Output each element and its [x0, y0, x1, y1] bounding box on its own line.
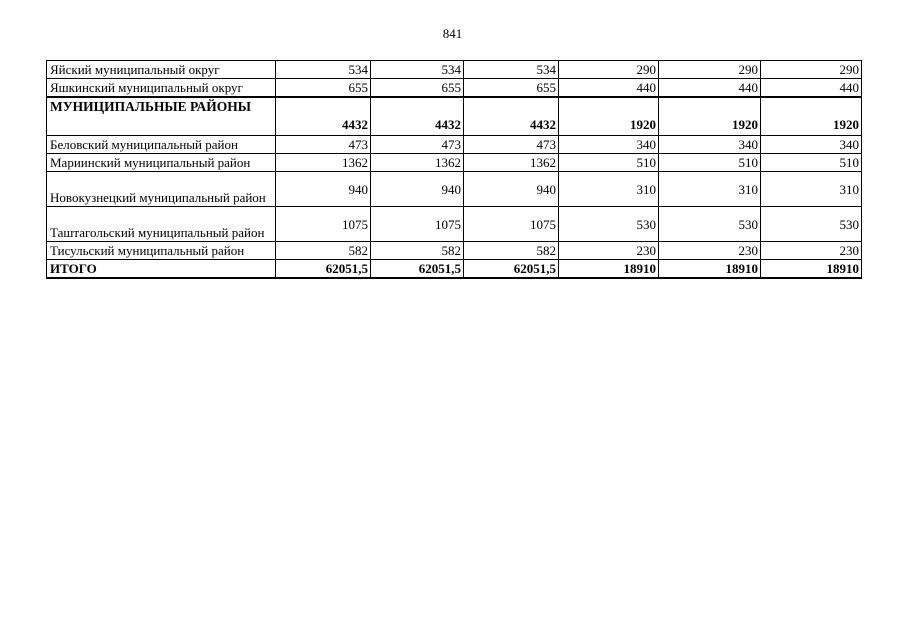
row-value: 1920	[659, 97, 761, 136]
section-heading: МУНИЦИПАЛЬНЫЕ РАЙОНЫ	[47, 97, 276, 136]
row-value: 310	[559, 172, 659, 207]
row-value: 310	[659, 172, 761, 207]
row-value: 940	[464, 172, 559, 207]
row-value: 655	[276, 79, 371, 98]
row-value: 473	[371, 136, 464, 154]
table-row	[47, 61, 862, 79]
row-value: 1075	[371, 207, 464, 242]
row-value: 582	[371, 242, 464, 260]
table-row	[47, 172, 862, 207]
row-name: Тисульский муниципальный район	[47, 242, 276, 260]
total-value: 62051,5	[371, 260, 464, 279]
row-value: 290	[559, 61, 659, 79]
total-value: 62051,5	[276, 260, 371, 279]
row-value: 440	[559, 79, 659, 98]
row-value: 534	[276, 61, 371, 79]
row-value: 440	[659, 79, 761, 98]
total-value: 18910	[559, 260, 659, 279]
row-value: 310	[761, 172, 862, 207]
row-value: 4432	[371, 97, 464, 136]
page-number: 841	[442, 26, 463, 41]
total-value: 18910	[659, 260, 761, 279]
row-value: 655	[371, 79, 464, 98]
table-row	[47, 154, 862, 172]
row-value: 510	[761, 154, 862, 172]
row-value: 1920	[761, 97, 862, 136]
table-row	[47, 136, 862, 154]
table-row	[47, 207, 862, 242]
total-label: ИТОГО	[47, 260, 276, 279]
row-name: Беловский муниципальный район	[47, 136, 276, 154]
row-value: 655	[464, 79, 559, 98]
row-value: 440	[761, 79, 862, 98]
row-value: 1362	[276, 154, 371, 172]
row-value: 510	[659, 154, 761, 172]
row-value: 473	[276, 136, 371, 154]
row-value: 534	[464, 61, 559, 79]
row-value: 4432	[276, 97, 371, 136]
row-value: 473	[464, 136, 559, 154]
row-value: 340	[559, 136, 659, 154]
row-value: 530	[659, 207, 761, 242]
row-value: 1920	[559, 97, 659, 136]
table-row	[47, 242, 862, 260]
row-name: Мариинский муниципальный район	[47, 154, 276, 172]
row-name: Яшкинский муниципальный округ	[47, 79, 276, 98]
row-value: 290	[659, 61, 761, 79]
row-value: 582	[464, 242, 559, 260]
row-value: 340	[761, 136, 862, 154]
row-value: 1075	[276, 207, 371, 242]
row-value: 230	[761, 242, 862, 260]
subtotal-row	[47, 97, 862, 136]
total-value: 18910	[761, 260, 862, 279]
row-value: 1362	[371, 154, 464, 172]
row-value: 582	[276, 242, 371, 260]
row-value: 530	[559, 207, 659, 242]
row-value: 230	[559, 242, 659, 260]
row-value: 340	[659, 136, 761, 154]
row-value: 290	[761, 61, 862, 79]
row-name: Яйский муниципальный округ	[47, 61, 276, 79]
row-value: 940	[371, 172, 464, 207]
row-value: 510	[559, 154, 659, 172]
total-row	[47, 260, 862, 279]
row-name: Таштагольский муниципальный район	[47, 207, 276, 242]
row-value: 1075	[464, 207, 559, 242]
row-value: 1362	[464, 154, 559, 172]
row-name: Новокузнецкий муниципальный район	[47, 172, 276, 207]
row-value: 534	[371, 61, 464, 79]
row-value: 940	[276, 172, 371, 207]
row-value: 530	[761, 207, 862, 242]
row-value: 4432	[464, 97, 559, 136]
allocation-table	[46, 60, 862, 279]
row-value: 230	[659, 242, 761, 260]
total-value: 62051,5	[464, 260, 559, 279]
table-row	[47, 79, 862, 98]
